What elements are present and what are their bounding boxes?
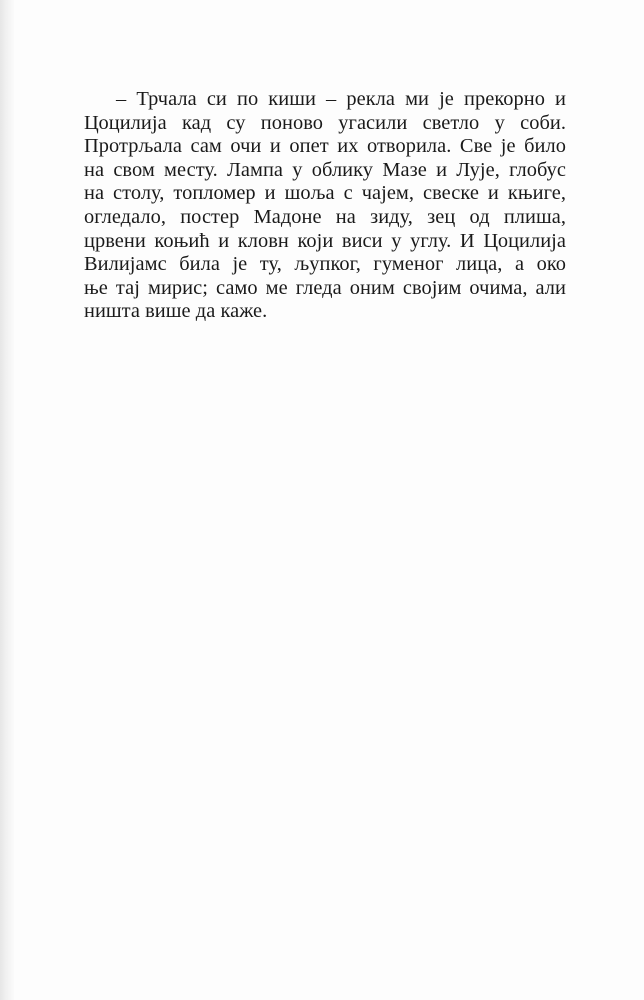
page-binding-shadow — [0, 0, 14, 1000]
text-line: Цоцилија кад су поново угасили светло у соби. — [84, 111, 566, 134]
text-line: Вилијамс била је ту, љупког, гуменог лица, а око — [84, 253, 566, 276]
body-paragraph — [84, 88, 566, 324]
text-line: ништа више да каже. — [84, 300, 268, 323]
text-line: на столу, топломер и шоља с чајем, свеске и књиге, — [84, 182, 566, 205]
text-line: огледало, постер Мадоне на зиду, зец од плиша, — [84, 205, 566, 228]
text-line: Протрљала сам очи и опет их отворила. Све је било — [84, 135, 566, 158]
text-line: – Трчала си по киши – рекла ми је прекорно и — [116, 88, 566, 110]
text-line: црвени коњић и кловн који виси у углу. И Цоцилија — [84, 229, 566, 252]
text-line: ње тај мирис; само ме гледа оним својим очима, али — [84, 276, 566, 299]
text-line: на свом месту. Лампа у облику Мазе и Лује, глобус — [84, 158, 566, 181]
